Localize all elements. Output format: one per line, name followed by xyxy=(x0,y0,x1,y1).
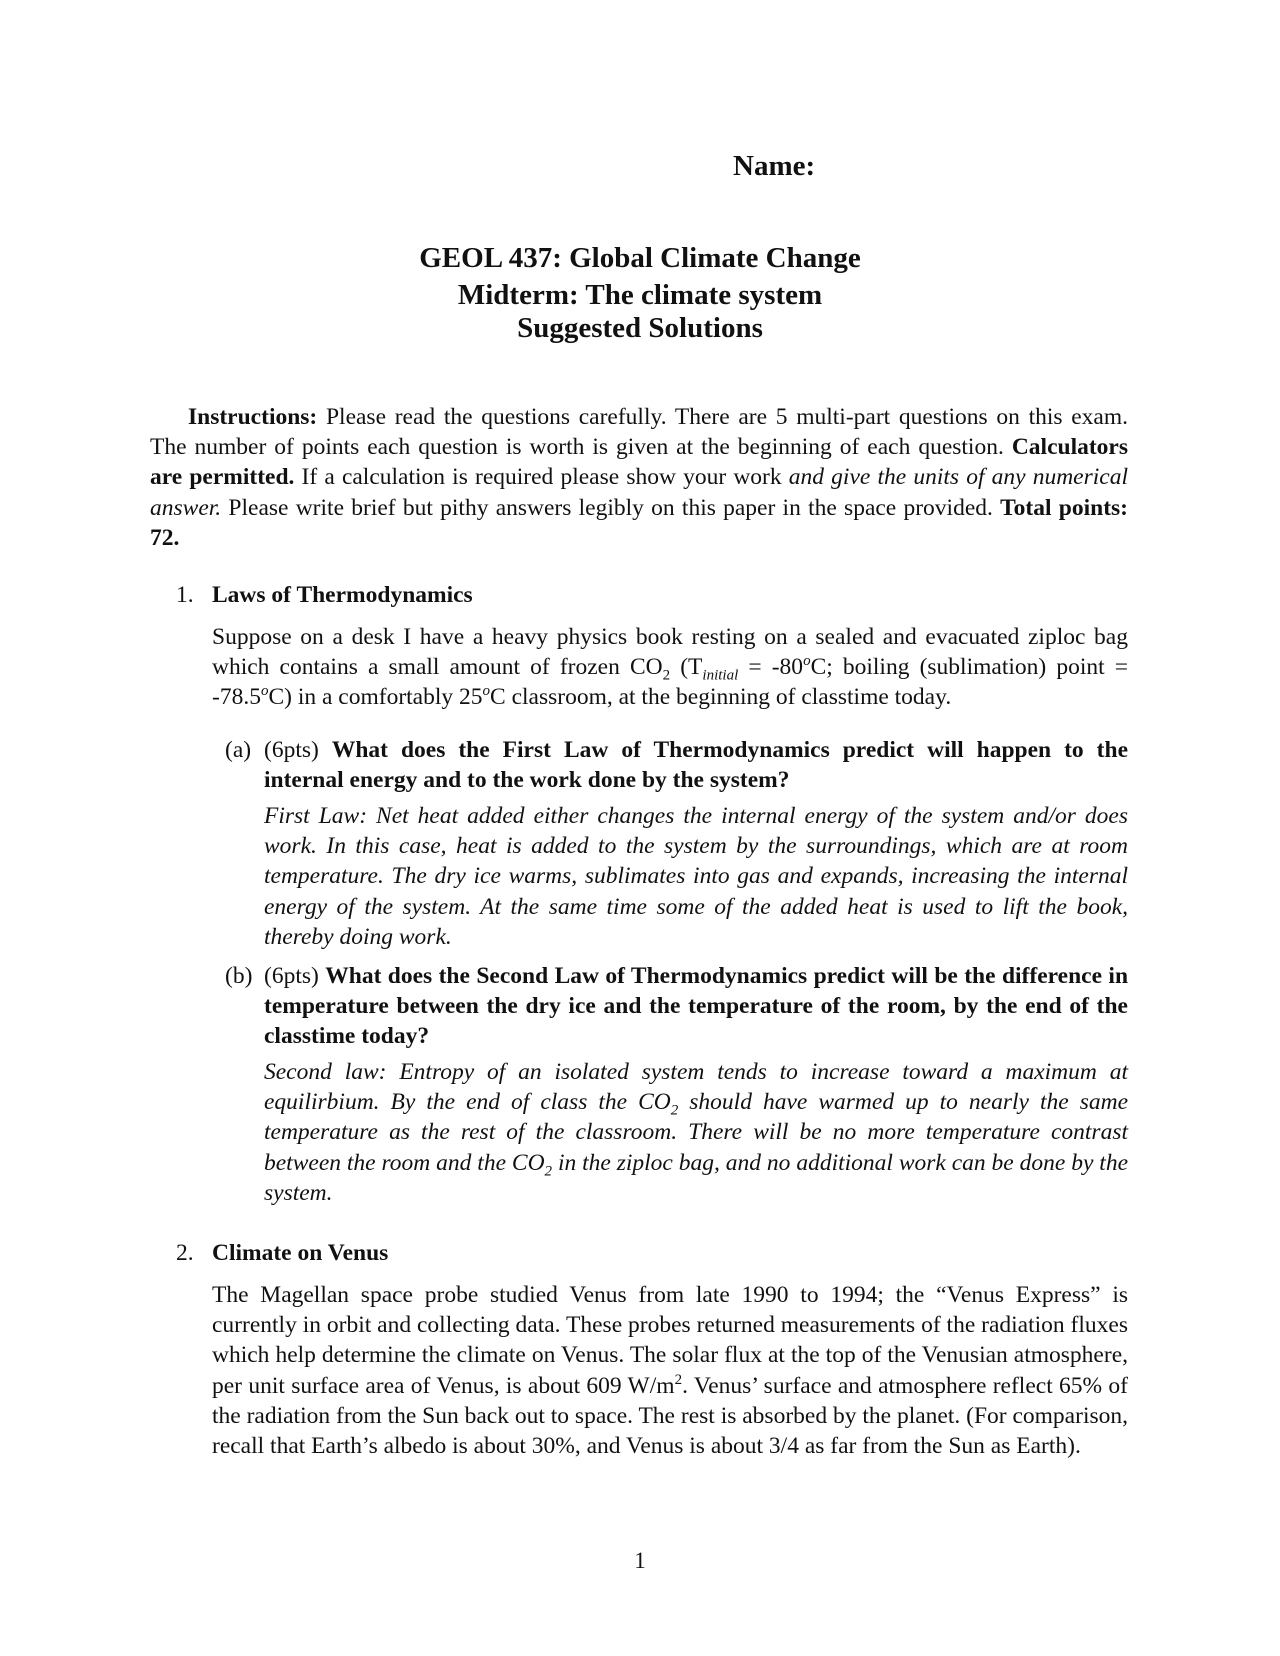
degree-superscript: o xyxy=(260,683,269,700)
question-title: Climate on Venus xyxy=(212,1240,389,1266)
question-number: 2. xyxy=(176,1240,194,1266)
body-text: . Venus’ surface and atmosphere reflect 65% of the radiation from the Sun back out to space. The rest is absorbed by the planet. (For comparison, recall that Earth’s albedo is about 30%, and Venus is about 3/4 as far from the Sun as Earth). xyxy=(212,1372,1129,1460)
total-points: Total points: 72. xyxy=(150,494,1128,551)
degree-superscript: o xyxy=(803,653,811,670)
instructions-paragraph xyxy=(150,402,1128,553)
degree-superscript: o xyxy=(482,683,491,700)
answer-text: Second law: Entropy of an isolated system tends to increase toward a maximum at equilirbium. By the end of class the CO xyxy=(264,1059,1128,1116)
units-note: and give the units of any numerical answer. xyxy=(150,464,1128,521)
body-text: Suppose on a desk I have a heavy physics book resting on a sealed and evacuated ziploc bag which contains a small amount of frozen CO xyxy=(212,624,1128,681)
exam-title: Midterm: The climate system xyxy=(457,279,823,311)
body-text: C) in a comfortably 25 xyxy=(268,684,483,711)
body-text: (T xyxy=(670,654,703,681)
part-letter: (a) xyxy=(225,737,252,763)
course-title: GEOL 437: Global Climate Change xyxy=(419,242,861,274)
subscript: 2 xyxy=(544,1163,553,1180)
instructions-text-1: Please read the questions carefully. There are 5 multi-part questions on this exam. The number of points each question is worth is given at the beginning of each question. xyxy=(150,404,1128,461)
answer-text: should have warmed up to nearly the same temperature as the rest of the classroom. There will be no more temperature contrast between the room and the CO xyxy=(264,1089,1128,1176)
part-answer xyxy=(264,1057,1128,1208)
name-label: Name: xyxy=(733,150,816,182)
part-question-text: What does the Second Law of Thermodynamics predict will be the difference in temperature between the dry ice and the temperature of the room, by the end of the classtime today? xyxy=(264,963,1129,1050)
page-number: 1 xyxy=(634,1548,646,1573)
part-answer: First Law: Net heat added either changes the internal energy of the system and/or does work. In this case, heat is added to the system by the surroundings, which are at room temperature. The dry ice warms, sublimates into gas and expands, increasing the internal energy of the system. At the same time some of the added heat is used to lift the book, thereby doing work. xyxy=(264,803,1128,950)
subscript: 2 xyxy=(670,1102,679,1119)
part-question xyxy=(264,735,1128,795)
title-block xyxy=(0,242,1280,345)
exam-subtitle: Suggested Solutions xyxy=(517,312,763,344)
instructions-text-3: Please write brief but pithy answers legibly on this paper in the space provided. xyxy=(221,494,1001,521)
part-points: (6pts) xyxy=(264,737,319,763)
instructions-label: Instructions: xyxy=(188,404,318,430)
calculators-note: Calculators are permitted. xyxy=(150,434,1128,491)
answer-text: in the ziploc bag, and no additional work can be done by the system. xyxy=(264,1149,1128,1206)
subscript: 2 xyxy=(662,667,671,684)
instructions-text-2: If a calculation is required please show your work xyxy=(294,464,789,491)
body-text: C classroom, at the beginning of classtime today. xyxy=(490,684,952,711)
question-number: 1. xyxy=(176,582,194,608)
body-text: C; boiling (sublimation) point = -78.5 xyxy=(212,654,1128,711)
body-text: = -80 xyxy=(738,654,804,681)
question-2-body xyxy=(212,1280,1128,1461)
question-1-body xyxy=(212,622,1128,713)
subscript: initial xyxy=(702,667,739,684)
part-letter: (b) xyxy=(225,963,253,989)
question-title: Laws of Thermodynamics xyxy=(212,582,473,608)
part-question-text: What does the First Law of Thermodynamics predict will happen to the internal energy and to the work done by the system? xyxy=(264,737,1128,794)
superscript: 2 xyxy=(674,1371,683,1388)
part-question xyxy=(264,961,1128,1052)
body-text: The Magellan space probe studied Venus from late 1990 to 1994; the “Venus Express” is currently in orbit and collecting data. These probes returned measurements of the radiation fluxes which help determine the climate on Venus. The solar flux at the top of the Venusian atmosphere, per unit surface area of Venus, is about 609 W/m xyxy=(212,1282,1128,1399)
part-points: (6pts) xyxy=(264,963,319,989)
